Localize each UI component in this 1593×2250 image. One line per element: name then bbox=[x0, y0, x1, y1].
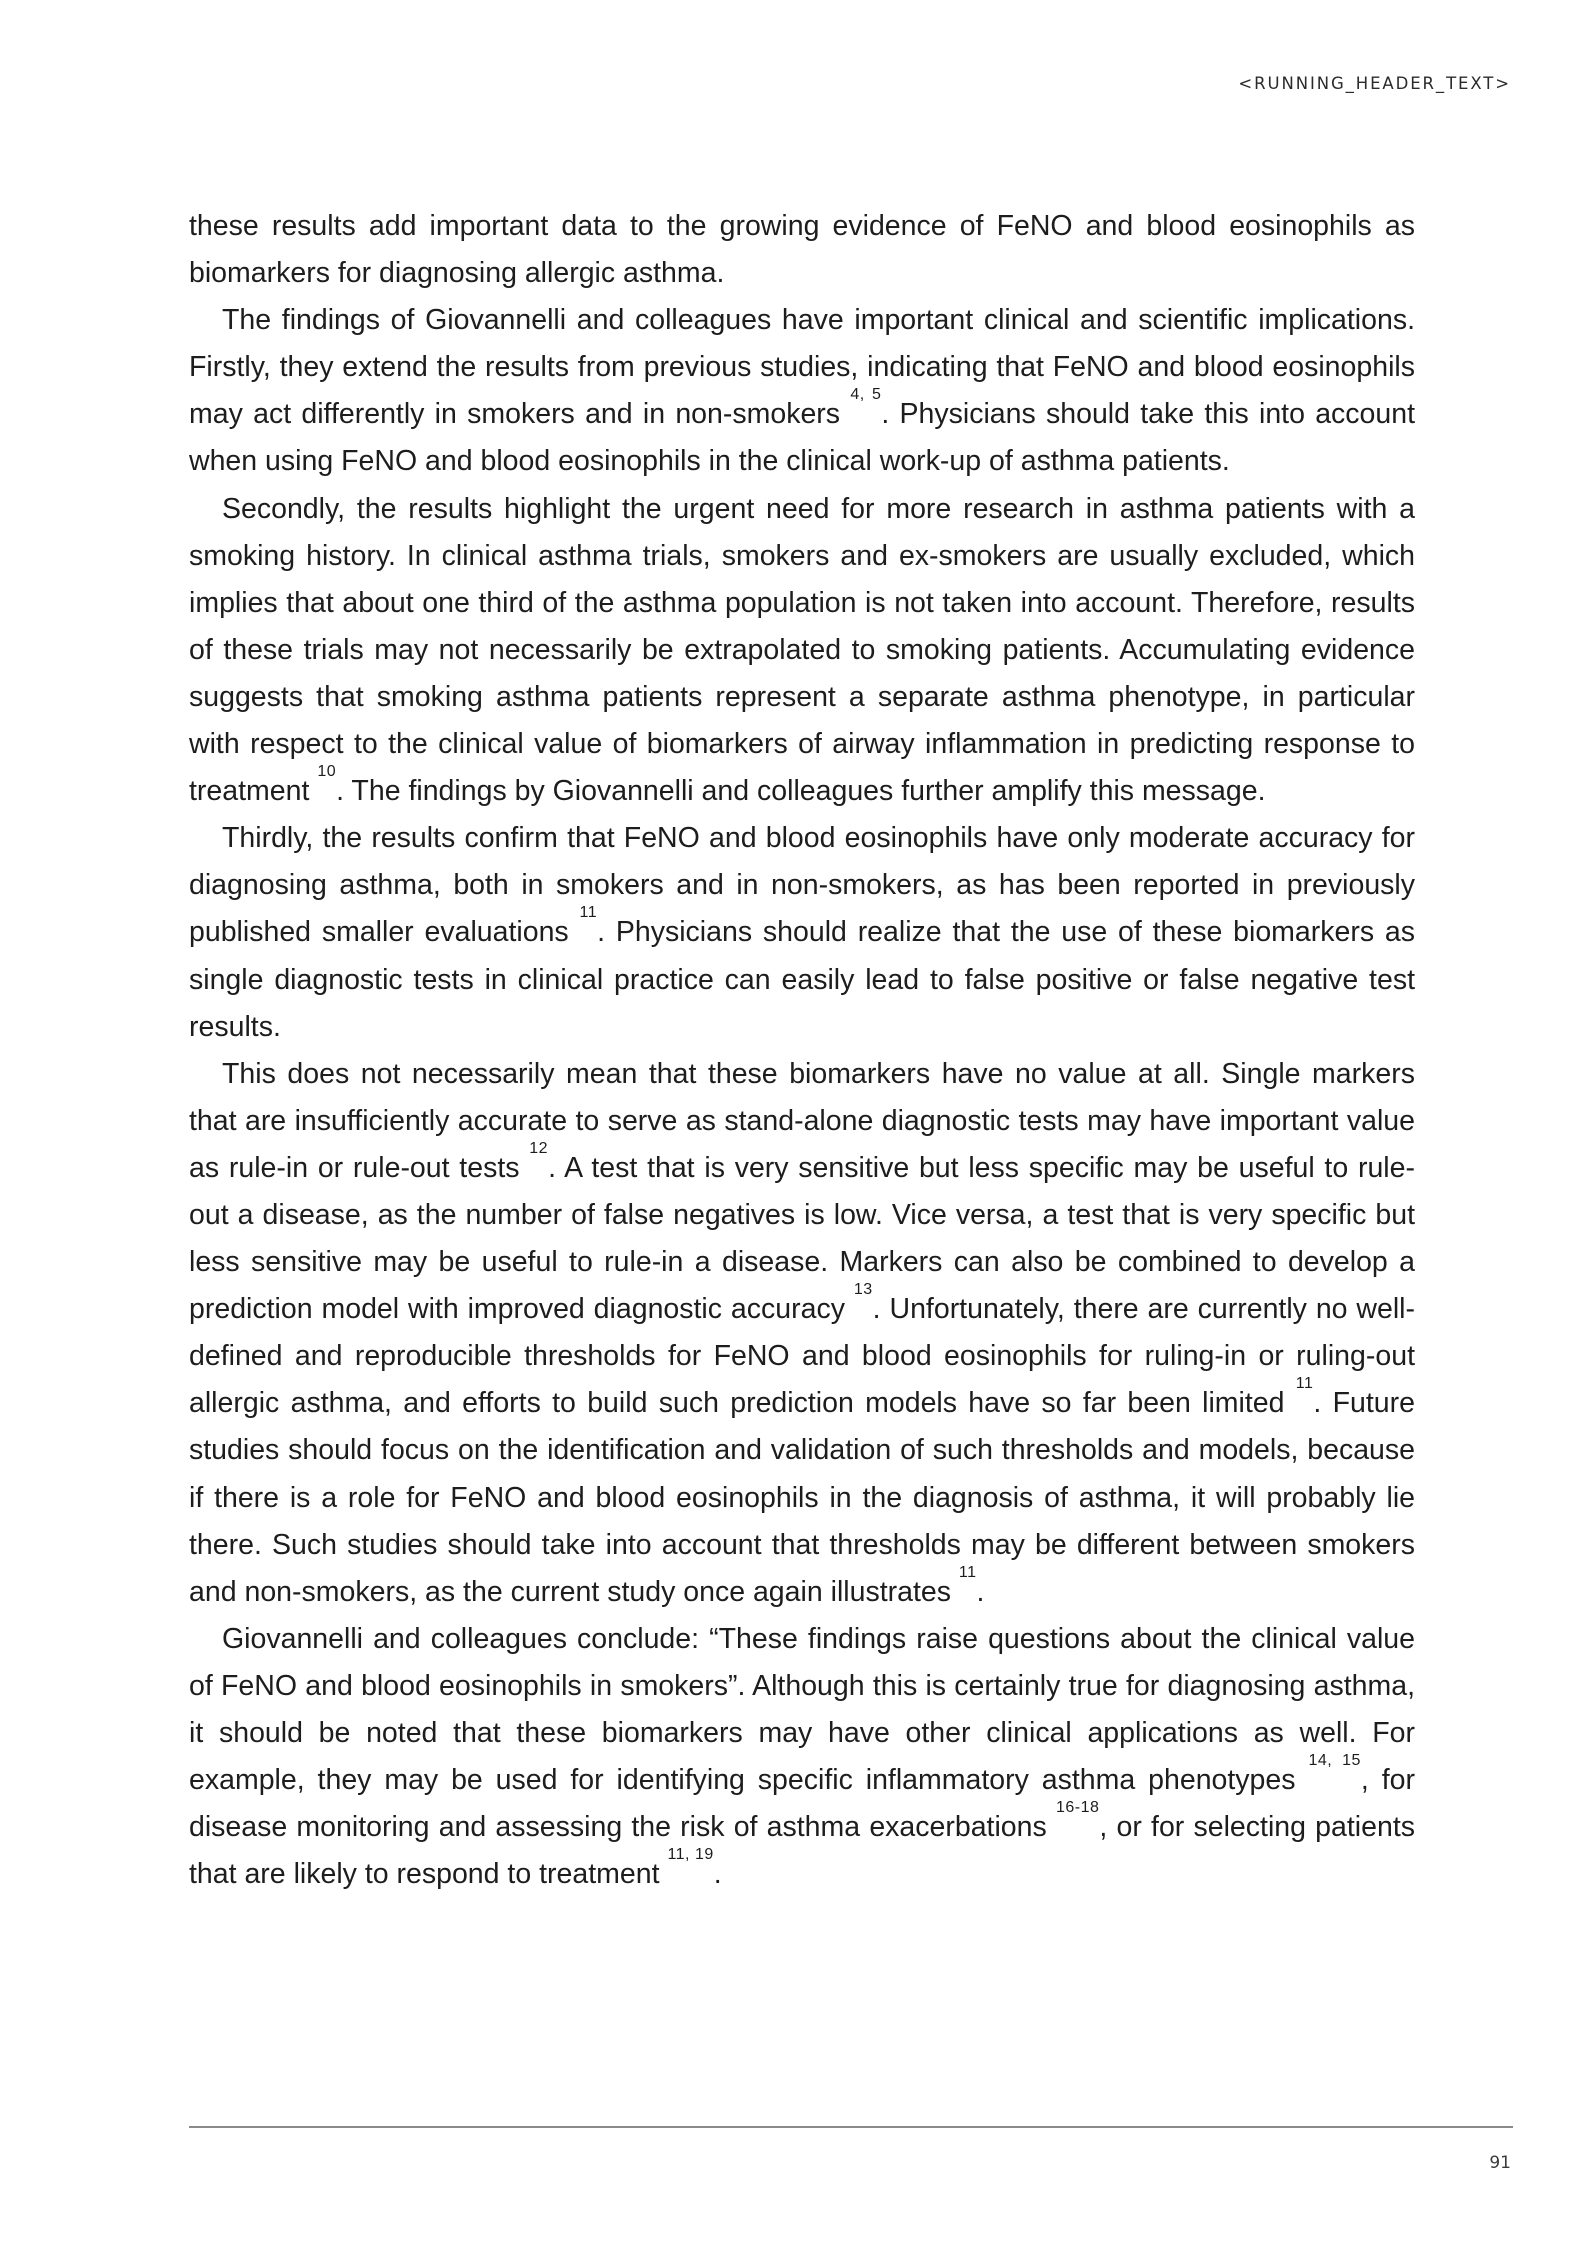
paragraph-text: . bbox=[976, 1575, 985, 1608]
citation-reference[interactable]: 14, 15 bbox=[1308, 1752, 1361, 1770]
citation-reference[interactable]: 10 bbox=[317, 763, 337, 781]
paragraph-continuation bbox=[189, 203, 1415, 297]
paragraph-text: This does not necessarily mean that these biomarkers have no value at all. Single markers that are insufficiently accurate to serve as stand-alone diagnostic tests may have important value as rule-in or rule-out tests bbox=[189, 1057, 1415, 1184]
paragraph-text: , or for selecting patients that are likely to respond to treatment bbox=[189, 1811, 1415, 1891]
paragraph-biomarker-value bbox=[189, 1051, 1415, 1616]
paragraph-text: . A test that is very sensitive but less specific may be useful to rule-out a disease, as the number of false negatives is low. Vice versa, a test that is very specific but less sensitive may be useful to rule-in a disease. Markers can also be combined to develop a prediction model with improved diagnostic accuracy bbox=[189, 1151, 1415, 1326]
citation-reference[interactable]: 16-18 bbox=[1055, 1799, 1100, 1817]
paragraph-thirdly bbox=[189, 815, 1415, 1050]
page-number: 91 bbox=[1489, 2153, 1511, 2173]
footer-divider bbox=[189, 2126, 1513, 2128]
citation-reference[interactable]: 12 bbox=[529, 1139, 549, 1157]
paragraph-text: The findings of Giovannelli and colleagues have important clinical and scientific implications. Firstly, they extend the results from previous studies, indicating that FeNO and blood eosinophils may act differently in smokers and in non-smokers bbox=[189, 304, 1415, 431]
citation-reference[interactable]: 11, 19 bbox=[667, 1846, 714, 1864]
paragraph-text: . Future studies should focus on the identification and validation of such thresholds and models, because if there is a role for FeNO and blood eosinophils in the diagnosis of asthma, it will probably lie there. Such studies should take into account that thresholds may be different between smokers and non-smokers, as the current study once again illustrates bbox=[189, 1387, 1415, 1608]
paragraph-text: Giovannelli and colleagues conclude: “These findings raise questions about the clinical value of FeNO and blood eosinophils in smokers”. Although this is certainly true for diagnosing asthma, it should be noted that these biomarkers may have other clinical applications as well. For example, they may be used for identifying specific inflammatory asthma phenotypes bbox=[189, 1622, 1415, 1797]
citation-reference[interactable]: 11 bbox=[1295, 1375, 1314, 1393]
paragraph-text: Secondly, the results highlight the urgent need for more research in asthma patients with a smoking history. In clinical asthma trials, smokers and ex-smokers are usually excluded, which implies that about one third of the asthma population is not taken into account. Therefore, results of these trials may not necessarily be extrapolated to smoking patients. Accumulating evidence suggests that smoking asthma patients represent a separate asthma phenotype, in particular with respect to the clinical value of biomarkers of airway inflammation in predicting response to treatment bbox=[189, 492, 1415, 808]
paragraph-text: , for disease monitoring and assessing the risk of asthma exacerbations bbox=[189, 1764, 1416, 1844]
citation-reference[interactable]: 11 bbox=[958, 1563, 977, 1581]
paragraph-text: . Physicians should take this into account when using FeNO and blood eosinophils in the clinical work-up of asthma patients. bbox=[189, 398, 1416, 478]
paragraph-text: . Unfortunately, there are currently no well-defined and reproducible thresholds for FeNO and blood eosinophils for ruling-in or ruling-out allergic asthma, and efforts to build such prediction models have so far been limited bbox=[189, 1293, 1416, 1420]
paragraph-text: these results add important data to the growing evidence of FeNO and blood eosinophils as biomarkers for diagnosing allergic asthma. bbox=[189, 210, 1415, 290]
paragraph-text: Thirdly, the results confirm that FeNO and blood eosinophils have only moderate accuracy for diagnosing asthma, both in smokers and in non-smokers, as has been reported in previously published smaller evaluations bbox=[189, 822, 1415, 949]
paragraph-text: . The findings by Giovannelli and colleagues further amplify this message. bbox=[336, 775, 1266, 808]
paragraph-conclusion bbox=[189, 1616, 1415, 1899]
paragraph-text: . Physicians should realize that the use of these biomarkers as single diagnostic tests in clinical practice can easily lead to false positive or false negative test results. bbox=[189, 916, 1416, 1043]
article-body bbox=[189, 203, 1415, 1898]
paragraph-implications bbox=[189, 297, 1415, 485]
citation-reference[interactable]: 13 bbox=[853, 1281, 873, 1299]
citation-reference[interactable]: 11 bbox=[579, 904, 598, 922]
paragraph-secondly bbox=[189, 486, 1415, 816]
paragraph-text: . bbox=[713, 1858, 722, 1891]
running-header: <RUNNING_HEADER_TEXT> bbox=[1238, 74, 1511, 93]
citation-reference[interactable]: 4, 5 bbox=[850, 386, 882, 404]
